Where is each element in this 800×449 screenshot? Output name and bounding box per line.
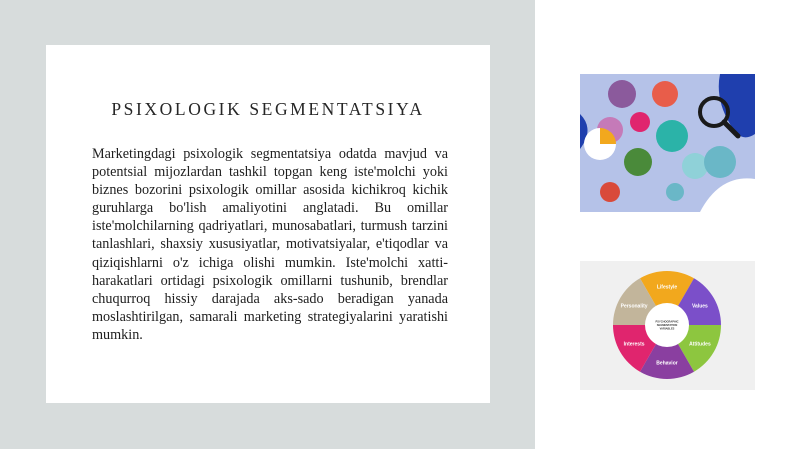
wheel-segment-label: Personality xyxy=(620,303,648,310)
text-card xyxy=(46,45,490,403)
segment-wheel xyxy=(613,271,721,379)
person-circle xyxy=(652,81,678,107)
psychographic-cycle-image xyxy=(580,261,755,390)
wheel-segment-label: Interests xyxy=(623,341,645,348)
slide-title: PSIXOLOGIK SEGMENTATSIYA xyxy=(111,99,425,119)
people-segmentation-image xyxy=(580,74,755,212)
wheel-segment-label: Behavior xyxy=(656,360,678,367)
wheel-segment-label: Attitudes xyxy=(689,341,711,348)
people-illustration xyxy=(580,74,755,212)
person-circle xyxy=(600,182,620,202)
person-circle xyxy=(630,112,650,132)
wheel-segment-label: Lifestyle xyxy=(656,284,678,291)
cycle-diagram xyxy=(580,261,755,390)
person-circle xyxy=(682,153,708,179)
person-circle xyxy=(666,183,684,201)
wheel-segment-label: Values xyxy=(691,303,708,310)
person-circle xyxy=(624,148,652,176)
slide-body-text: Marketingdagi psixologik segmentatsiya odatda mavjud va potentsial mijozlardan tashkil topgan keng iste'molchi yoki biznes bozorini psixologik omillar asosida kichikroq kichik guruhlarga bo'lish amaliyotini anglatadi. Bu omillar iste'molchilarning qadriyatlari, munosabatlari, turmush tarzini tanlashlari, shaxsiy xususiyatlar, motivatsiyalar, e'tiqodlar va qiziqishlarni o'z ichiga olishi mumkin. Iste'molchi xatti-harakatlari ortidagi psixologik omillarni tushunib, brendlar chuqurroq hissiy darajada aks-sado beradigan yanada moslashtirilgan, samarali marketing strategiyalarini yaratishi mumkin. xyxy=(92,146,448,343)
wheel-center-label: VARIABLES xyxy=(659,327,675,331)
wheel-center-label: SEGMENTATION xyxy=(656,324,678,327)
person-circle xyxy=(704,146,736,178)
wheel-center-label: PSYCHOGRAPHIC xyxy=(655,320,679,324)
person-circle xyxy=(608,80,636,108)
person-circle xyxy=(656,120,688,152)
